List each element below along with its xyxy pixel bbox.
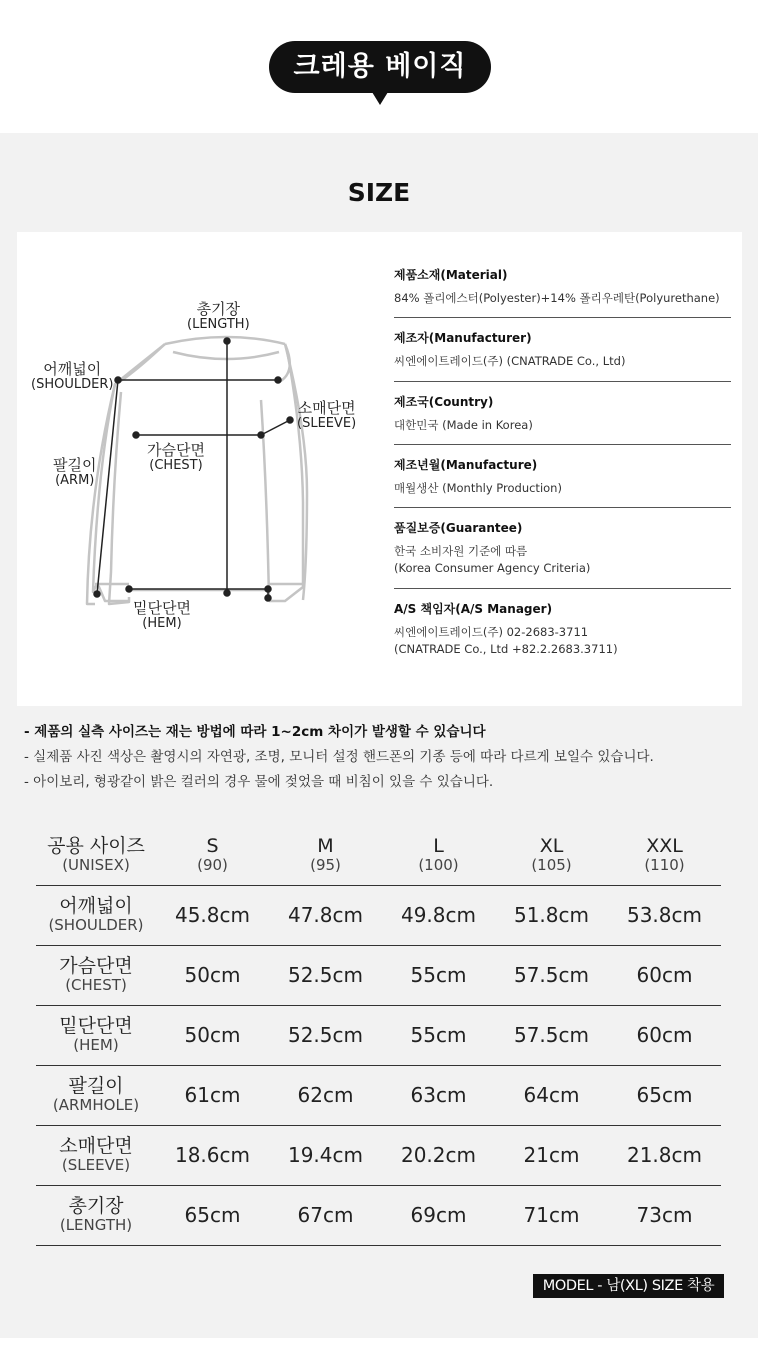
badge-pointer [372,92,388,105]
model-size-badge: MODEL - 남(XL) SIZE 착용 [533,1274,724,1298]
row-label-en: (SHOULDER) [48,916,144,935]
size-letter: XXL [646,835,683,858]
table-cell: 65cm [184,1203,241,1227]
label-sleeve-ko: 소매단면 [297,399,356,417]
size-number: (95) [310,855,341,874]
section-title: SIZE [347,178,411,207]
table-row-shoulder [36,885,721,945]
table-cell: 20.2cm [400,1143,476,1167]
header-size-m [269,825,382,885]
size-letter: S [206,835,219,858]
table-cell: 49.8cm [400,903,476,927]
table-cell: 67cm [297,1203,354,1227]
table-cell: 57.5cm [513,1023,589,1047]
label-hem [133,600,191,632]
row-label [36,1125,156,1185]
table-cell: 69cm [410,1203,467,1227]
table-cell: 50cm [184,1023,241,1047]
table-cell: 71cm [523,1203,580,1227]
top-header-area [0,0,758,133]
info-manufacturer [394,329,731,381]
row-label-en: (LENGTH) [59,1216,133,1235]
info-value: 대한민국 (Made in Korea) [394,417,533,432]
table-cell: 19.4cm [287,1143,363,1167]
label-length [187,301,250,333]
header-size-l [382,825,495,885]
label-arm [53,457,96,489]
header-label-ko: 공용 사이즈 [47,835,145,858]
row-label-ko: 가슴단면 [59,955,133,978]
size-letter: XL [539,835,564,858]
notice-item: - 아이보리, 형광같이 밝은 컬러의 경우 물에 젖었을 때 비침이 있을 수 있습니다. [24,774,494,790]
label-length-en: (LENGTH) [187,317,250,333]
row-label-en: (CHEST) [65,976,127,995]
row-label-en: (SLEEVE) [61,1156,131,1175]
table-cell: 21cm [523,1143,580,1167]
info-title: 품질보증(Guarantee) [394,521,523,535]
info-title: 제조자(Manufacturer) [394,331,532,346]
info-value: (Korea Consumer Agency Criteria) [394,561,591,576]
bottom-strip [0,1338,758,1360]
label-arm-en: (ARM) [55,473,95,489]
size-number: (110) [644,855,685,874]
label-shoulder-en: (SHOULDER) [31,377,114,393]
table-row-hem [36,1005,721,1065]
label-sleeve [297,400,356,432]
row-label [36,1185,156,1245]
size-chart-table [36,825,721,1246]
info-title: 제조국(Country) [394,394,494,409]
product-info-list [394,266,731,679]
notice-item: - 실제품 사진 색상은 촬영시의 자연광, 조명, 모니터 설정 핸드폰의 기종 등에 따라 다르게 보일수 있습니다. [24,749,654,765]
label-chest-ko: 가슴단면 [147,441,205,459]
table-cell: 52.5cm [287,1023,363,1047]
info-value: 한국 소비자원 기준에 따름 [394,544,528,558]
info-country [394,393,731,445]
table-row-armhole [36,1065,721,1125]
table-cell: 21.8cm [626,1143,702,1167]
row-label-ko: 어깨넓이 [59,895,133,918]
table-cell: 52.5cm [287,963,363,987]
table-row-chest [36,945,721,1005]
row-label-ko: 소매단면 [59,1135,133,1158]
table-cell: 50cm [184,963,241,987]
brand-badge: 크레용 베이직 [269,41,491,93]
label-shoulder-ko: 어깨넓이 [43,360,102,378]
label-chest-en: (CHEST) [149,458,203,474]
info-title: 제조년월(Manufacture) [394,457,538,472]
info-value: 매월생산 (Monthly Production) [394,480,562,495]
row-label [36,1065,156,1125]
info-value: 씨엔에이트레이드(주) (CNATRADE Co., Ltd) [394,354,626,369]
table-row-sleeve [36,1125,721,1185]
table-cell: 60cm [636,1023,693,1047]
label-shoulder [31,361,113,393]
info-as-manager [394,600,731,669]
table-cell: 45.8cm [174,903,250,927]
info-value: 씨엔에이트레이드(주) 02-2683-3711 [394,624,589,639]
info-title: 제품소재(Material) [394,268,508,282]
table-cell: 57.5cm [513,963,589,987]
size-letter: L [433,835,444,858]
size-number: (105) [531,855,572,874]
table-cell: 62cm [297,1083,354,1107]
label-hem-en: (HEM) [142,616,182,632]
table-cell: 47.8cm [287,903,363,927]
label-chest [147,442,205,474]
table-cell: 60cm [636,963,693,987]
size-number: (100) [418,855,459,874]
label-sleeve-en: (SLEEVE) [297,416,357,432]
table-cell: 55cm [410,963,467,987]
row-label [36,1005,156,1065]
label-length-ko: 총기장 [196,300,241,318]
label-arm-ko: 팔길이 [53,456,97,474]
table-cell: 55cm [410,1023,467,1047]
info-value: 84% 폴리에스터(Polyester)+14% 폴리우레탄(Polyurethane) [394,291,720,305]
table-cell: 73cm [636,1203,693,1227]
label-hem-ko: 밑단단면 [133,599,191,617]
table-cell: 64cm [523,1083,580,1107]
size-number: (90) [197,855,228,874]
info-value: (CNATRADE Co., Ltd +82.2.2683.3711) [394,641,618,656]
row-label [36,945,156,1005]
table-cell: 65cm [636,1083,693,1107]
row-label-ko: 총기장 [68,1195,124,1218]
size-info-panel [17,232,742,706]
row-label-ko: 밑단단면 [59,1015,133,1038]
table-header-row [36,825,721,885]
table-cell: 53.8cm [626,903,702,927]
header-size-xxl [608,825,721,885]
header-unisex [36,825,156,885]
header-size-xl [495,825,608,885]
notice-item: - 제품의 실측 사이즈는 재는 방법에 따라 1~2cm 차이가 발생할 수 있습니다 [24,724,486,740]
row-label-ko: 팔길이 [68,1075,124,1098]
info-material [394,266,731,318]
table-cell: 18.6cm [174,1143,250,1167]
row-label [36,885,156,945]
notice-list [24,721,744,796]
table-cell: 51.8cm [513,903,589,927]
row-label-en: (HEM) [73,1036,119,1055]
header-size-s [156,825,269,885]
row-label-en: (ARMHOLE) [52,1096,140,1115]
table-cell: 63cm [410,1083,467,1107]
table-row-length [36,1185,721,1245]
info-manufacture-date [394,456,731,508]
table-cell: 61cm [184,1083,241,1107]
header-label-en: (UNISEX) [62,855,130,874]
info-title: A/S 책임자(A/S Manager) [394,601,553,616]
info-guarantee [394,519,731,589]
size-letter: M [317,835,334,858]
